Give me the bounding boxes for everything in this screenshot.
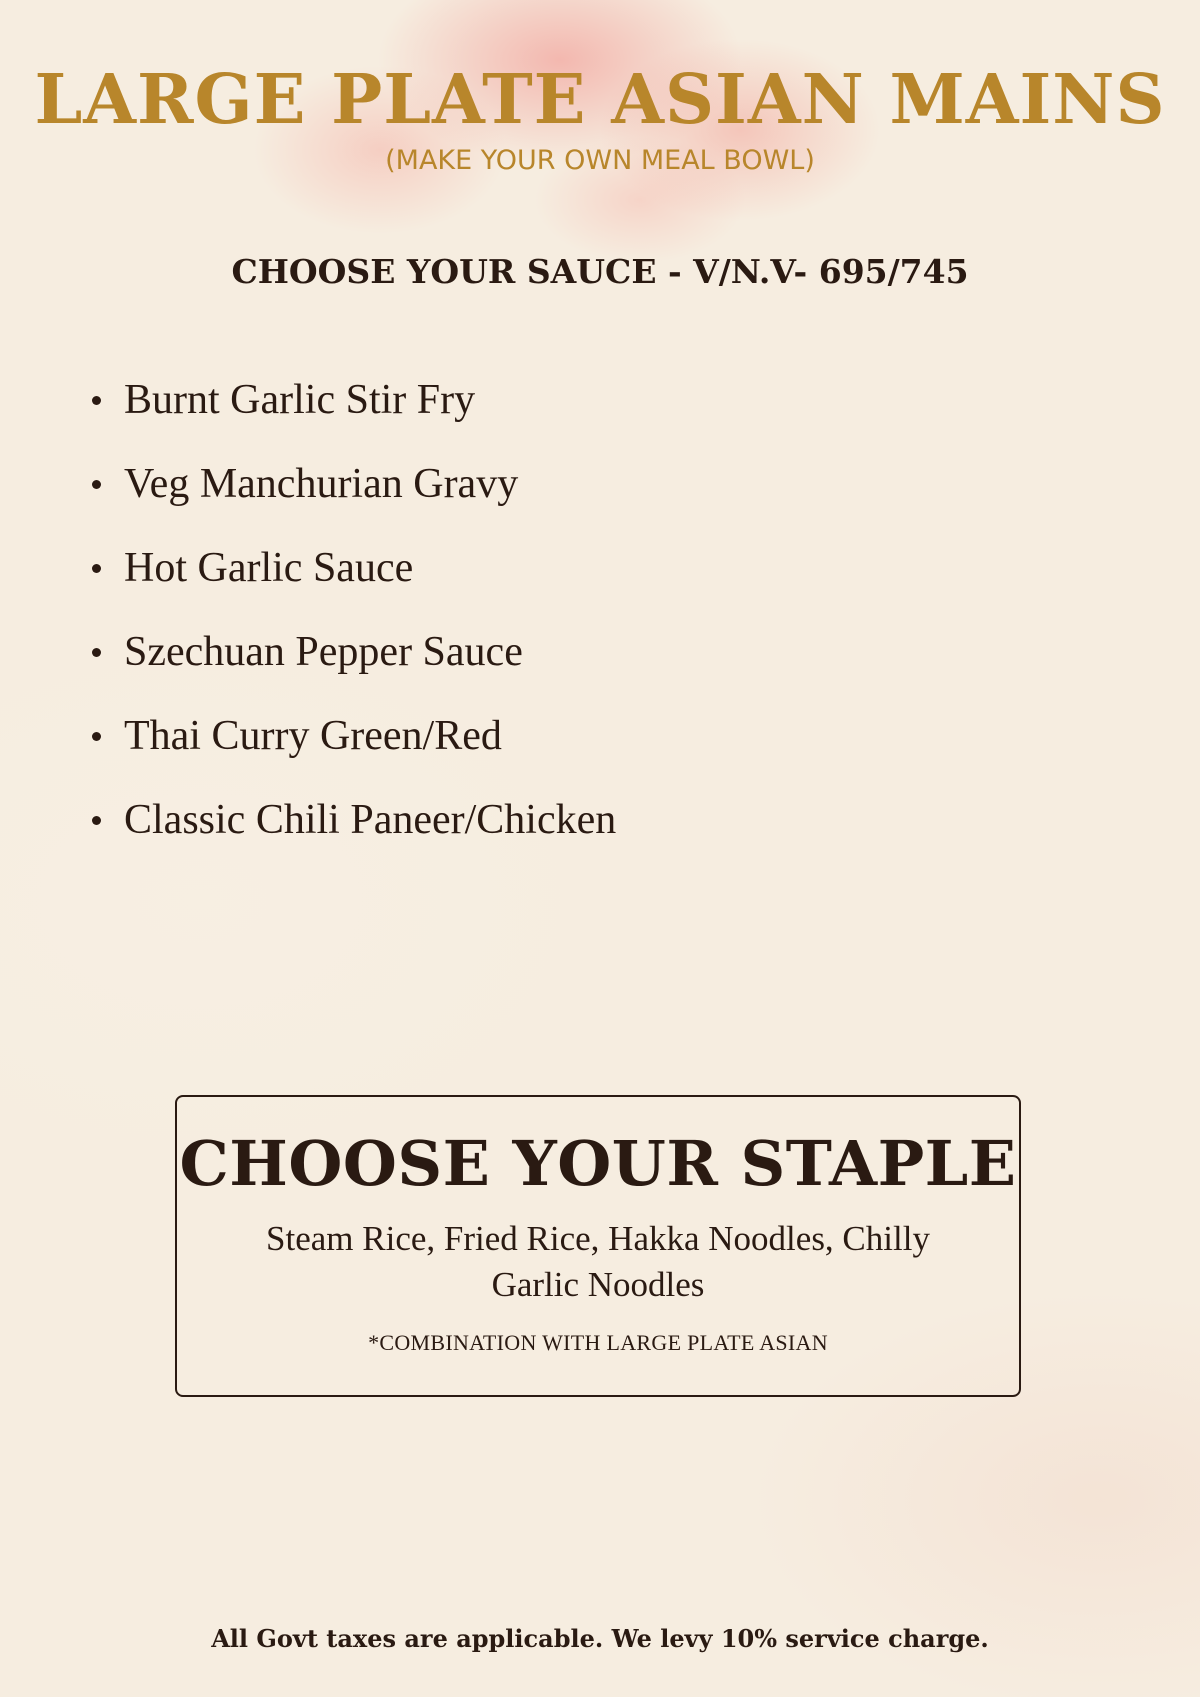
sauce-section-heading: CHOOSE YOUR SAUCE - V/N.V- 695/745 — [231, 252, 969, 291]
footer-note: All Govt taxes are applicable. We levy 10% service charge. — [211, 1624, 989, 1653]
sauce-item — [88, 704, 616, 788]
bullet-icon — [92, 396, 101, 405]
bullet-icon — [92, 816, 101, 825]
staple-note: *COMBINATION WITH LARGE PLATE ASIAN — [368, 1330, 828, 1355]
bullet-icon — [92, 648, 101, 657]
sauce-item — [88, 788, 616, 872]
staple-items: Steam Rice, Fried Rice, Hakka Noodles, Chilly Garlic Noodles — [266, 1219, 930, 1304]
sauce-item — [88, 452, 616, 536]
sauce-item — [88, 620, 616, 704]
page-subtitle: (MAKE YOUR OWN MEAL BOWL) — [385, 145, 815, 176]
sauce-item — [88, 536, 616, 620]
staple-box — [175, 1095, 1021, 1397]
sauce-item-label: Thai Curry Green/Red — [124, 713, 502, 759]
bullet-icon — [92, 480, 101, 489]
sauce-item-label: Szechuan Pepper Sauce — [124, 629, 523, 675]
bullet-icon — [92, 732, 101, 741]
staple-title: CHOOSE YOUR STAPLE — [179, 1127, 1017, 1200]
sauce-item-label: Burnt Garlic Stir Fry — [124, 377, 476, 423]
sauce-item-label: Hot Garlic Sauce — [124, 545, 414, 591]
sauce-item-label: Classic Chili Paneer/Chicken — [124, 797, 617, 843]
sauce-item — [88, 368, 616, 452]
sauce-item-label: Veg Manchurian Gravy — [124, 461, 519, 507]
page-title: LARGE PLATE ASIAN MAINS — [34, 60, 1166, 140]
sauce-list — [88, 368, 616, 872]
bullet-icon — [92, 564, 101, 573]
